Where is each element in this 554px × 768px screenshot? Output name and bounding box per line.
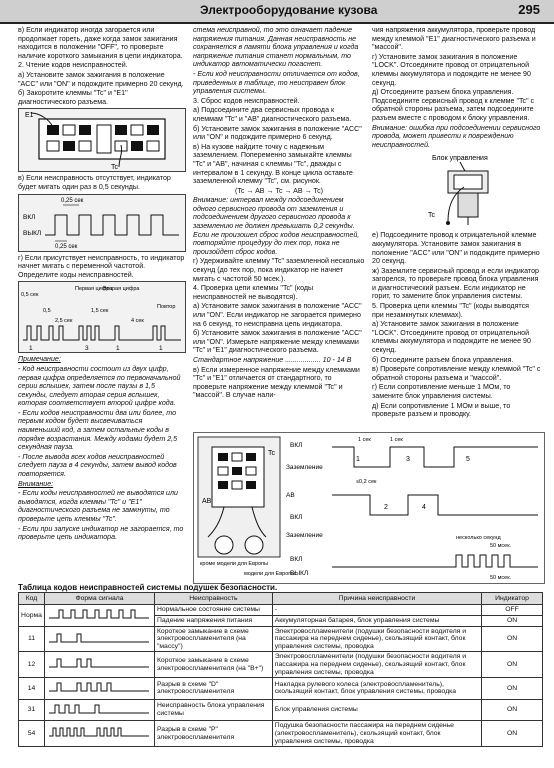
note-text: - После вывода всех кодов неисправностей следует пауза в 4 секунды, затем вывод кодов повторяется.: [18, 452, 177, 479]
time-label: 0,5: [43, 308, 51, 315]
note-label: Примечание:: [18, 355, 61, 364]
blink-code-svg: [19, 282, 185, 352]
control-unit-svg: [372, 151, 540, 229]
first-digit-label: Первая цифра: [75, 286, 113, 293]
tc-label: Tc: [111, 164, 118, 172]
waveform-12: [47, 655, 151, 671]
table-row: [19, 721, 543, 747]
paragraph: б) Закоротите клеммы "Tc" и "E1" диагностического разъема.: [18, 89, 128, 106]
paragraph: е) Подсоедините провод к отрицательной клемме аккумулятора. Установите замок зажигания в положение "ACC" или "ON" и подождите примерно 20 секунд.: [372, 231, 540, 266]
indicator-cell: ON: [482, 678, 543, 700]
reset-timing-figure: [193, 432, 545, 584]
column-header: Неисправность: [154, 593, 272, 605]
waveform-cell: [44, 721, 154, 747]
digit-label: 3: [85, 345, 89, 353]
time-label: 2,5 сек: [55, 318, 73, 325]
connector-figure: [18, 108, 186, 172]
tc-label: Tc: [428, 212, 435, 220]
code-cell: 54: [19, 721, 45, 747]
note-text: - Если кодов неисправности два или более, то первым кодом будет высвечиваться наименьший код, а затем остальные коды в порядке возрастания. Между кодами будет 2,5 секундная пауза.: [18, 408, 178, 452]
paragraph: ж) Заземлите сервисный провод и если индикатор загорелся, то проверьте провод блока управления и диагностический разъем. Если индикатор не горит, то замените блок управления системы.: [372, 266, 539, 301]
paragraph: а) Установите замок зажигания в положение "ACC" или "ON" и подождите примерно 20 секунд.: [18, 70, 184, 88]
time-label: 50 мсек.: [490, 575, 512, 581]
indicator-cell: ON: [482, 615, 543, 626]
paragraph: б) Отсоедините разъем блока управления.: [372, 355, 514, 364]
column-header: Причина неисправности: [272, 593, 481, 605]
table-title: Таблица кодов неисправностей системы подушек безопасности.: [18, 583, 278, 592]
waveform-cell: [44, 652, 154, 678]
time-label: 50 мсек.: [490, 543, 512, 549]
ground-label: Заземление: [286, 464, 323, 471]
control-unit-figure: [372, 151, 542, 229]
blink-normal-figure: [18, 194, 186, 252]
table-header-row: [19, 593, 543, 605]
indicator-cell: ON: [482, 721, 543, 747]
paragraph: в) Если индикатор иногда загорается или продолжает гореть, даже когда замок зажигания находится в положении "OFF", то проверьте наличие короткого замыкания в цепи индикатора.: [18, 26, 183, 60]
cause-cell: Аккумуляторная батарея, блок управления системы: [272, 615, 481, 626]
time-label: 0,25 сек: [61, 197, 84, 204]
several-seconds-label: несколько секунд: [456, 535, 501, 541]
page-title: Электрооборудование кузова: [200, 3, 378, 17]
time-label: ≤0,2 сек: [356, 479, 377, 485]
connector-svg: [19, 109, 185, 171]
column-1: [18, 26, 186, 543]
tc-label: Tc: [268, 450, 275, 457]
step-number: 5: [466, 456, 470, 463]
attention-text: - Если коды неисправностей не выводятся или выводятся, когда клеммы "Tc" и "E1" диагностического разъема не замкнуты, то проверьте цепь клеммы "Tc".: [18, 489, 178, 523]
cause-cell: Электровоспламенители (подушки безопасности водителя и пассажира на переднем сиденье), скользящий контакт, блок управления системы, проводка: [272, 626, 481, 652]
paragraph: а) Подсоедините два сервисных провода к клеммам "Tc" и "AB" диагностического разъема.: [193, 106, 352, 123]
digit-label: 1: [159, 345, 163, 353]
paragraph: г) Установите замок зажигания в положение "LOCK". Отсоедините провод от отрицательной клеммы аккумулятора и подождите не менее 90 секунд.: [372, 52, 531, 87]
paragraph: а) Установите замок зажигания в положение "LOCK". Отсоедините провод от отрицательной клеммы аккумулятора и подождите не менее 90 секунд.: [372, 320, 531, 355]
ab-label: AB: [202, 498, 212, 505]
paragraph: б) Установите замок зажигания в положение "ACC" или "ON". Измерьте напряжение между клеммами "Tc" и "E1" диагностического разъема.: [193, 329, 362, 355]
paragraph: 5. Проверка цепи клеммы "Tc" (коды выводятся при незамкнутых клеммах).: [372, 302, 529, 319]
table-row: [19, 699, 543, 721]
second-digit-label: Вторая цифра: [103, 286, 140, 293]
paragraph: в) На кузове найдите точку с надежным заземлением. Попеременно замыкайте клеммы "Tc" и "AB", начиная с клеммы "Tc", дважды с интервалом в 1 секунду. В конце цикла оставьте заземленной клемму "Tc", см. рисунок.: [193, 142, 353, 186]
ground-label: Заземление: [286, 532, 323, 539]
indicator-cell: OFF: [482, 605, 543, 616]
on-label: ВКЛ: [290, 556, 303, 563]
indicator-cell: ON: [482, 626, 543, 652]
waveform-cell: [44, 678, 154, 700]
warning-text: Внимание: ошибка при подсоединении сервисного провода, может привести к повреждению неисправностей.: [372, 123, 541, 149]
fault-cell: Разрыв в схеме "D" электровоспламенителя: [154, 678, 272, 700]
attention-text: - Если при запуске индикатор не загорается, то проверьте цепь индикатора.: [18, 524, 184, 542]
cause-cell: Электровоспламенители (подушки безопасности водителя и пассажира на переднем сиденье), скользящий контакт, блок управления системы, проводка: [272, 652, 481, 678]
time-label: 0,5 сек: [21, 292, 39, 299]
waveform-31: [47, 701, 151, 717]
paragraph: Внимание: интервал между подсоединением одного сервисного провода от заземления и подсоединением другого сервисного провода к заземлению не должен превышать 0,2 секунды. Если не произошел сброс кодов неисправностей, повторяйте процедуру до тех пор, пока не произойдет сброс кодов.: [193, 196, 360, 256]
model-label: модели для Европы: [244, 571, 296, 577]
digit-label: 1: [29, 345, 33, 353]
note-text: - Код неисправности состоит из двух цифр, первая цифра определяется по первоначальной серии вспышек, затем после паузы в 1,5 секунды, следует вторая серия вспышек, которая соответствует второй цифре кода.: [18, 364, 181, 408]
paragraph: д) Если сопротивление 1 МОм и выше, то проверьте разъем и проводку.: [372, 401, 511, 419]
code-cell: 14: [19, 678, 45, 700]
paragraph: г) Удерживайте клемму "Tc" заземленной несколько секунд (до тех пор, пока индикатор не начнет мигать с частотой 50 мсек.).: [193, 257, 365, 283]
paragraph: в) Проверьте сопротивление между клеммой "Tc" с обратной стороны разъема и "массой".: [372, 365, 541, 382]
page-header: [0, 0, 554, 24]
paragraph: чия напряжения аккумулятора, проверьте провод между клеммой "E1" диагностического разъема и "массой".: [372, 26, 536, 52]
off-label: ВЫКЛ: [290, 570, 309, 577]
repeat-label: Повтор: [157, 304, 176, 311]
step-number: 1: [356, 456, 360, 463]
table-row: [19, 626, 543, 652]
paragraph: д) Отсоедините разъем блока управления. Подсоедините сервисный провод к клемме "Tc" с обратной стороны разъема, затем подсоедините разъем вместе с проводом к блоку управления.: [372, 88, 535, 122]
waveform-cell: [44, 626, 154, 652]
time-label: 0,25 сек: [55, 243, 78, 250]
fault-cell: Короткое замыкание в схеме электровоспламенителя (на "B+"): [154, 652, 272, 678]
paragraph: б) Установите замок зажигания в положение "ACC" или "ON" и подождите примерно 6 секунд.: [193, 124, 362, 142]
waveform-normal: [47, 606, 151, 622]
paragraph: в) Если неисправность отсутствует, индикатор будет мигать один раз в 0,5 секунды.: [18, 174, 171, 191]
table-row: [19, 678, 543, 700]
time-label: 1 сек: [358, 437, 371, 443]
time-label: 4 сек: [131, 318, 144, 325]
blink-code-figure: [18, 281, 186, 353]
off-label: ВЫКЛ: [23, 229, 42, 237]
paragraph: 4. Проверка цепи клеммы "Tc" (коды неисправностей не выводятся).: [193, 284, 314, 301]
fault-cell: Нормальное состояние системы: [154, 605, 272, 616]
paragraph: г) Если присутствует неисправность, то индикатор начнет мигать с переменной частотой. Определите коды неисправностей.: [18, 253, 185, 279]
indicator-cell: ON: [482, 652, 543, 678]
column-header: Индикатор: [482, 593, 543, 605]
paragraph: в) Если измеренное напряжение между клеммами "Tc" и "E1" отличается от стандартного, то проверьте напряжение между клеммой "Tc" и "массой". В случае нали-: [193, 365, 360, 400]
on-label: ВКЛ: [290, 442, 303, 449]
column-header: Код: [19, 593, 45, 605]
waveform-cell: [44, 699, 154, 721]
step-number: 4: [422, 504, 426, 511]
fault-cell: Короткое замыкание в схеме электровоспламенителя (на "массу"): [154, 626, 272, 652]
fault-cell: Разрыв в схеме "P" электровоспламенителя: [154, 721, 272, 747]
blink-normal-svg: [19, 195, 185, 251]
indicator-cell: ON: [482, 699, 543, 721]
fault-cell: Падение напряжения питания: [154, 615, 272, 626]
fault-code-table: [18, 592, 543, 747]
waveform-54: [47, 724, 151, 740]
step-number: 2: [384, 504, 388, 511]
on-label: ВКЛ: [23, 213, 36, 221]
paragraph: стема неисправной, то это означает падение напряжения питания. Данная неисправность не сохраняется в памяти блока управления и когда напряжение питания станет нормальным, то индикатор автоматически погаснет.: [193, 26, 359, 69]
e1-label: E1: [25, 112, 34, 120]
fault-cell: Неисправность блока управления системы: [154, 699, 272, 721]
code-cell: Норма: [19, 605, 45, 627]
time-label: 1 сек: [390, 437, 403, 443]
paragraph: 3. Сброс кодов неисправностей.: [193, 96, 300, 105]
page-number: 295: [518, 2, 540, 17]
paragraph: а) Установите замок зажигания в положение "ACC" или "ON". Если индикатор не загорается примерно на 6 секунд, то неисправна цепь индикатора.: [193, 302, 362, 328]
cause-cell: -: [272, 605, 481, 616]
column-2: [193, 26, 365, 401]
code-cell: 11: [19, 626, 45, 652]
on-label: ВКЛ: [290, 514, 303, 521]
paragraph: г) Если сопротивление меньше 1 МОм, то замените блок управления системы.: [372, 383, 511, 400]
waveform-11: [47, 630, 151, 646]
attention-label: Внимание:: [18, 479, 54, 488]
digit-label: 1: [116, 345, 120, 353]
control-unit-label: Блок управления: [432, 155, 488, 163]
paragraph: - Если код неисправности отличается от кодов, приведенных в таблице, то неисправен блок управления системы.: [193, 69, 360, 96]
waveform-cell: [44, 605, 154, 627]
waveform-14: [47, 679, 151, 695]
cause-cell: Блок управления системы: [272, 699, 481, 721]
code-cell: 12: [19, 652, 45, 678]
formula: (Tc → AB → Tc → AB → Tc): [234, 186, 324, 195]
time-label: 1,5 сек: [91, 308, 109, 315]
table-row: [19, 652, 543, 678]
reset-timing-svg: [194, 433, 544, 583]
column-header: Форма сигнала: [44, 593, 154, 605]
step-number: 3: [406, 456, 410, 463]
code-cell: 31: [19, 699, 45, 721]
cause-cell: Накладка рулевого колеса (электровоспламенитель), скользящий контакт, блок управления системы, проводка: [272, 678, 481, 700]
paragraph: 2. Чтение кодов неисправностей.: [18, 61, 128, 70]
model-label: кроме модели для Европы: [200, 561, 269, 567]
cause-cell: Подушка безопасности пассажира на переднем сиденье (электровоспламенитель), скользящий контакт, блок управления системы, проводка: [272, 721, 481, 747]
table-row: [19, 605, 543, 616]
ab-label: AB: [286, 492, 295, 499]
paragraph: Стандартное напряжение .................. 10 - 14 В: [193, 355, 352, 364]
column-3: [372, 26, 542, 420]
